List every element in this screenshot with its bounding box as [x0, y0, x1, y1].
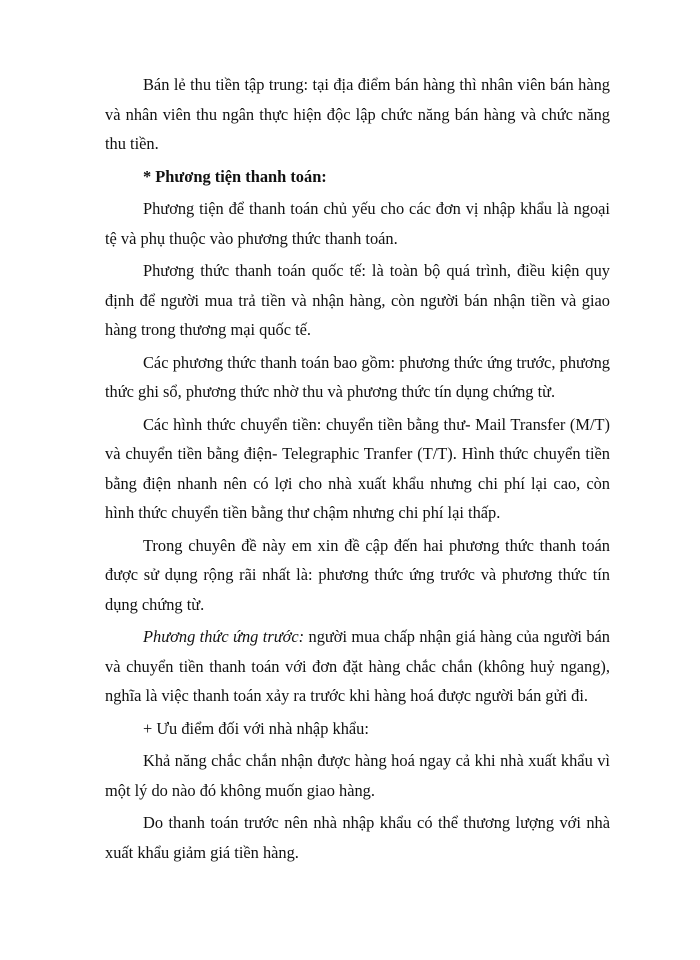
section-heading-payment-means: * Phương tiện thanh toán:	[143, 166, 327, 186]
paragraph-payment-means: Phương tiện để thanh toán chủ yếu cho các đơn vị nhập khẩu là ngoại tệ và phụ thuộc vào phương thức thanh toán.	[105, 199, 610, 248]
paragraph-retail-centralized-payment: Bán lẻ thu tiền tập trung: tại địa điểm bán hàng thì nhân viên bán hàng và nhân viên thu ngân thực hiện độc lập chức năng bán hàng và chức năng thu tiền.	[105, 75, 610, 153]
paragraph-transfer-forms: Các hình thức chuyển tiền: chuyển tiền bằng thư- Mail Transfer (M/T) và chuyển tiền bằng điện- Telegraphic Tranfer (T/T). Hình thức chuyển tiền bằng điện nhanh nên có lợi cho nhà xuất khẩu nhưng chi phí lại cao, còn hình thức chuyển tiền bằng thư chậm nhưng chi phí lại thấp.	[105, 414, 610, 522]
paragraph-advance-payment	[105, 622, 610, 711]
paragraph-advantage-certainty: Khả năng chắc chắn nhận được hàng hoá ngay cả khi nhà xuất khẩu vì một lý do nào đó không muốn giao hàng.	[105, 751, 610, 800]
paragraph-international-payment-method: Phương thức thanh toán quốc tế: là toàn bộ quá trình, điều kiện quy định để người mua trả tiền và nhận hàng, còn người bán nhận tiền và giao hàng trong thương mại quốc tế.	[105, 261, 610, 339]
advance-payment-definition: người mua chấp nhận giá hàng của người bán và chuyển tiền thanh toán với đơn đặt hàng chắc chắn (không huỷ ngang), nghĩa là việc thanh toán xảy ra trước khi hàng hoá được người bán gửi đi.	[105, 627, 610, 705]
paragraph-importer-advantages-heading: + Ưu điểm đối với nhà nhập khẩu:	[143, 718, 369, 738]
paragraph-advantage-negotiation: Do thanh toán trước nên nhà nhập khẩu có thể thương lượng với nhà xuất khẩu giảm giá tiền hàng.	[105, 813, 610, 862]
advance-payment-term: Phương thức ứng trước:	[143, 627, 305, 646]
paragraph-payment-methods-list: Các phương thức thanh toán bao gồm: phương thức ứng trước, phương thức ghi sổ, phương thức nhờ thu và phương thức tín dụng chứng từ.	[105, 352, 610, 401]
paragraph-topic-scope: Trong chuyên đề này em xin đề cập đến hai phương thức thanh toán được sử dụng rộng rãi nhất là: phương thức ứng trước và phương thức tín dụng chứng từ.	[105, 535, 610, 614]
document-body	[105, 70, 610, 870]
